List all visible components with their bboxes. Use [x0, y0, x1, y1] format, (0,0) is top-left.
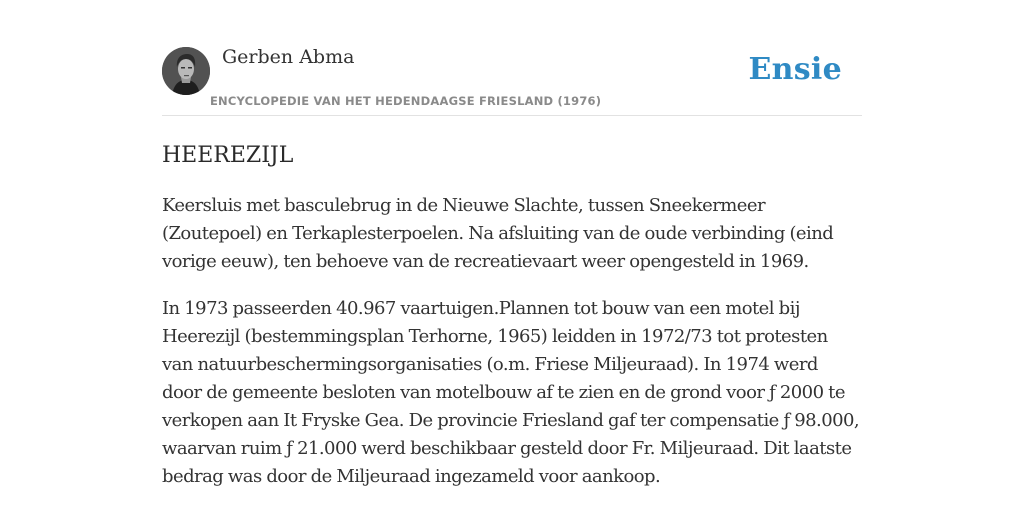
- article-title: HEEREZIJL: [162, 143, 294, 168]
- author-avatar[interactable]: [162, 47, 210, 95]
- source-label[interactable]: ENCYCLOPEDIE VAN HET HEDENDAAGSE FRIESLAND (1976): [210, 94, 602, 108]
- author-name[interactable]: Gerben Abma: [222, 46, 355, 68]
- article-header: [162, 0, 862, 116]
- ensie-logo[interactable]: Ensie: [748, 52, 842, 87]
- article-paragraph-1: Keersluis met basculebrug in de Nieuwe Slachte, tussen Sneekermeer (Zoutepoel) en Terkaplesterpoelen. Na afsluiting van de oude verbinding (eind vorige eeuw), ten behoeve van de recreatievaart weer opengesteld in 1969.: [162, 195, 834, 272]
- article-page: [162, 0, 862, 491]
- article-paragraph-2: In 1973 passeerden 40.967 vaartuigen.Plannen tot bouw van een motel bij Heerezijl (bestemmingsplan Terhorne, 1965) leidden in 1972/73 tot protesten van natuurbeschermingsorganisaties (o.m. Friese Miljeuraad). In 1974 werd door de gemeente besloten van motelbouw af te zien en de grond voor ƒ 2000 te verkopen aan It Fryske Gea. De provincie Friesland gaf ter compensatie ƒ 98.000, waarvan ruim ƒ 21.000 werd beschikbaar gesteld door Fr. Miljeuraad. Dit laatste bedrag was door de Miljeuraad ingezameld voor aankoop.: [162, 298, 860, 487]
- author-portrait-icon: [162, 47, 210, 95]
